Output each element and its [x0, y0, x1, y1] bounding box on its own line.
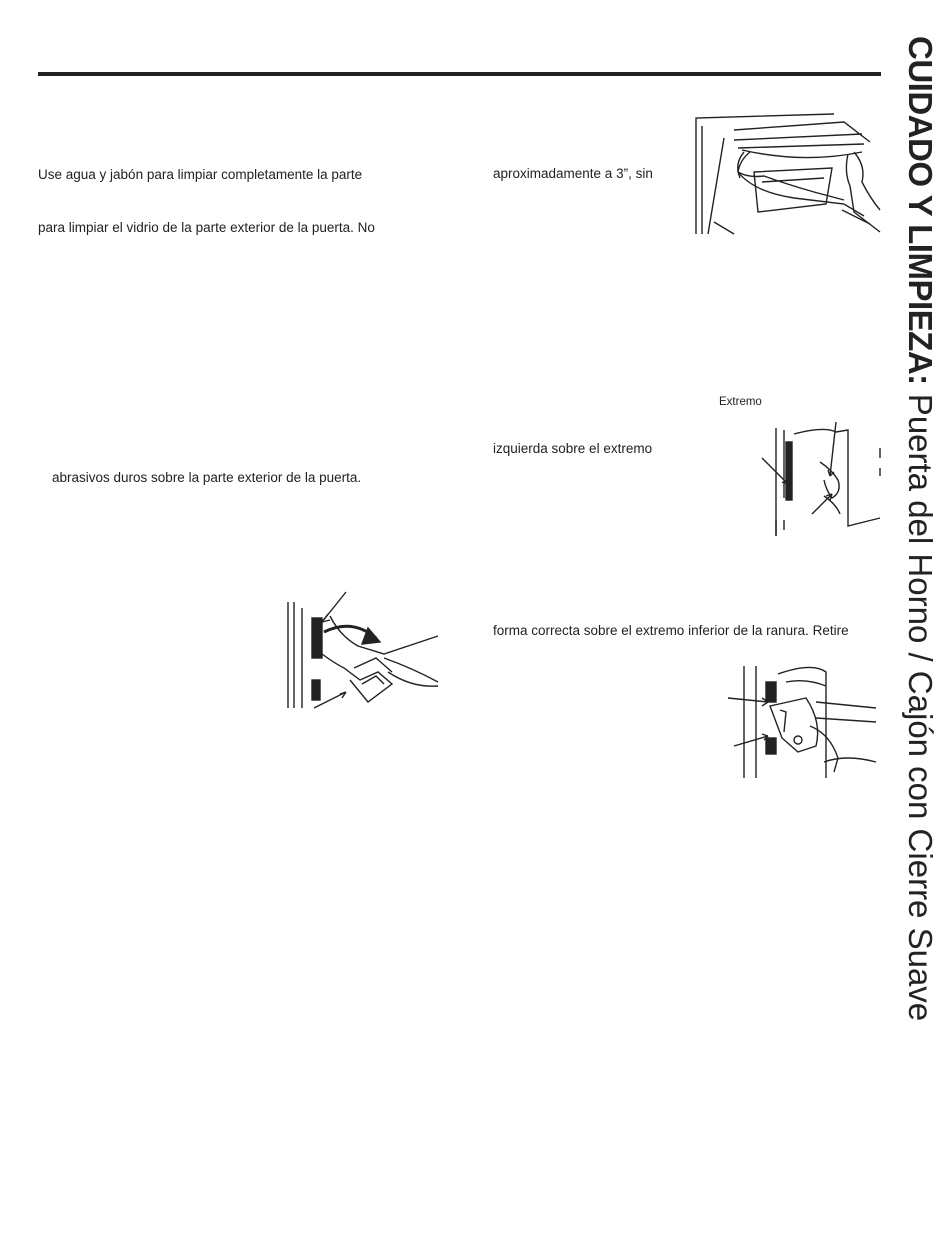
- left-text-line-3: abrasivos duros sobre la parte exterior de la puerta.: [52, 470, 362, 485]
- side-section-title: [900, 36, 940, 1026]
- left-text-line-2: para limpiar el vidrio de la parte exterior de la puerta. No: [38, 220, 375, 235]
- side-title-regular: Puerta del Horno / Cajón con Cierre Suave: [902, 384, 939, 1022]
- hinge-slot-illustration: [760, 418, 884, 536]
- right-text-line-1: aproximadamente a 3”, sin: [493, 166, 653, 181]
- label-extremo: Extremo: [719, 396, 762, 408]
- right-text-line-2: izquierda sobre el extremo: [493, 441, 653, 456]
- left-text-line-1: Use agua y jabón para limpiar completamente la parte: [38, 167, 363, 182]
- right-text-line-3: forma correcta sobre el extremo inferior de la ranura. Retire: [493, 623, 849, 638]
- hinge-seat-illustration: [726, 662, 878, 780]
- hinge-arm-illustration: [284, 588, 440, 710]
- door-lift-illustration: [694, 112, 884, 236]
- header-rule: [38, 72, 881, 76]
- side-title-bold: CUIDADO Y LIMPIEZA:: [902, 36, 939, 385]
